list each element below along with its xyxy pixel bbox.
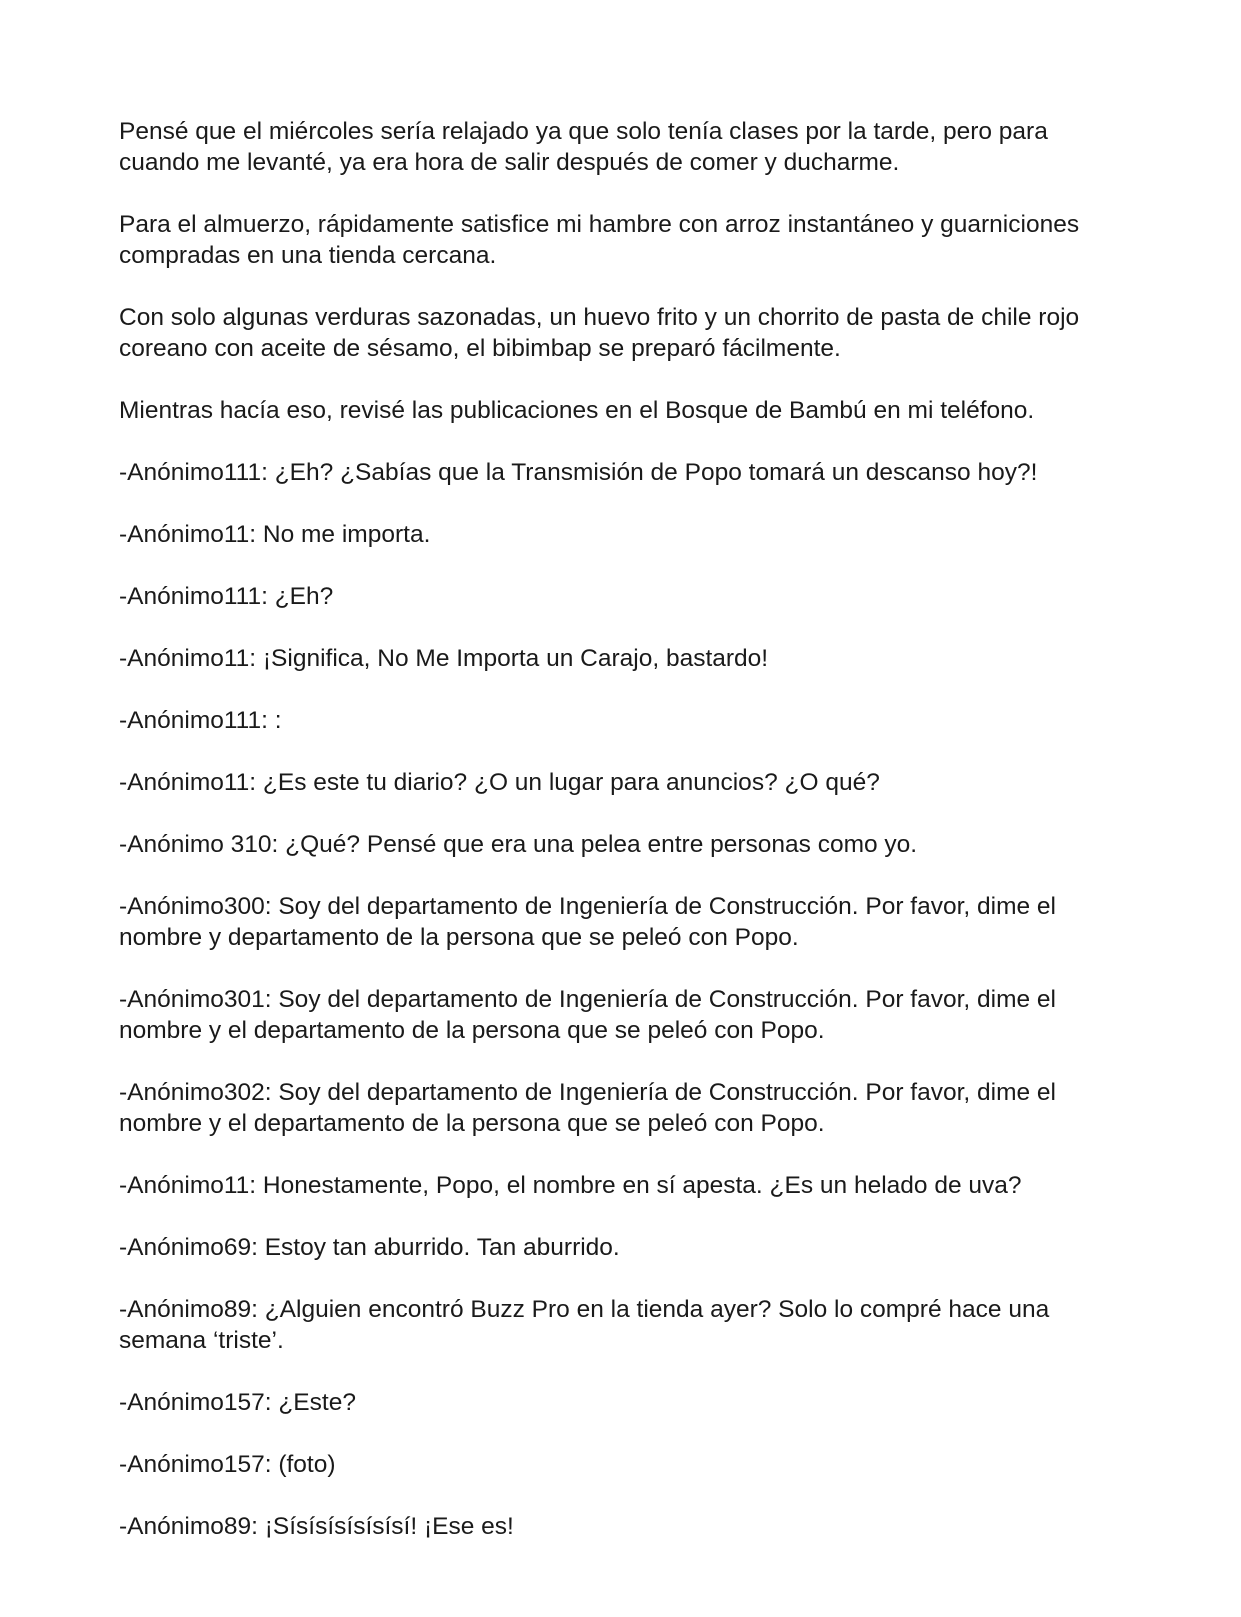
chat-line: -Anónimo157: (foto) <box>119 1451 336 1478</box>
chat-line: -Anónimo300: Soy del departamento de Ingeniería de Construcción. Por favor, dime el nombre y departamento de la persona que se peleó con Popo. <box>119 893 1056 951</box>
chat-line: -Anónimo302: Soy del departamento de Ingeniería de Construcción. Por favor, dime el nombre y el departamento de la persona que se peleó con Popo. <box>119 1079 1056 1137</box>
chat-line: -Anónimo11: Honestamente, Popo, el nombre en sí apesta. ¿Es un helado de uva? <box>119 1172 1022 1199</box>
chat-line: -Anónimo69: Estoy tan aburrido. Tan aburrido. <box>119 1234 620 1261</box>
chat-line: -Anónimo301: Soy del departamento de Ingeniería de Construcción. Por favor, dime el nombre y el departamento de la persona que se peleó con Popo. <box>119 986 1056 1044</box>
chat-line: -Anónimo11: No me importa. <box>119 521 431 548</box>
paragraph: Pensé que el miércoles sería relajado ya que solo tenía clases por la tarde, pero para cuando me levanté, ya era hora de salir después de comer y ducharme. <box>119 118 1048 176</box>
chat-line: -Anónimo157: ¿Este? <box>119 1389 356 1416</box>
chat-line: -Anónimo89: ¿Alguien encontró Buzz Pro en la tienda ayer? Solo lo compré hace una semana ‘triste’. <box>119 1296 1050 1354</box>
chat-line: -Anónimo11: ¿Es este tu diario? ¿O un lugar para anuncios? ¿O qué? <box>119 769 880 796</box>
document-body <box>119 116 1129 1573</box>
chat-line: -Anónimo111: ¿Eh? ¿Sabías que la Transmisión de Popo tomará un descanso hoy?! <box>119 459 1038 486</box>
paragraph: Con solo algunas verduras sazonadas, un huevo frito y un chorrito de pasta de chile rojo coreano con aceite de sésamo, el bibimbap se preparó fácilmente. <box>119 304 1080 362</box>
paragraph: Mientras hacía eso, revisé las publicaciones en el Bosque de Bambú en mi teléfono. <box>119 397 1035 424</box>
chat-line: -Anónimo111: : <box>119 707 282 734</box>
chat-line: -Anónimo11: ¡Significa, No Me Importa un Carajo, bastardo! <box>119 645 769 672</box>
paragraph: Para el almuerzo, rápidamente satisfice mi hambre con arroz instantáneo y guarniciones compradas en una tienda cercana. <box>119 211 1080 269</box>
chat-line: -Anónimo 310: ¿Qué? Pensé que era una pelea entre personas como yo. <box>119 831 918 858</box>
chat-line: -Anónimo89: ¡Sísísísísísísí! ¡Ese es! <box>119 1513 514 1540</box>
chat-line: -Anónimo111: ¿Eh? <box>119 583 334 610</box>
